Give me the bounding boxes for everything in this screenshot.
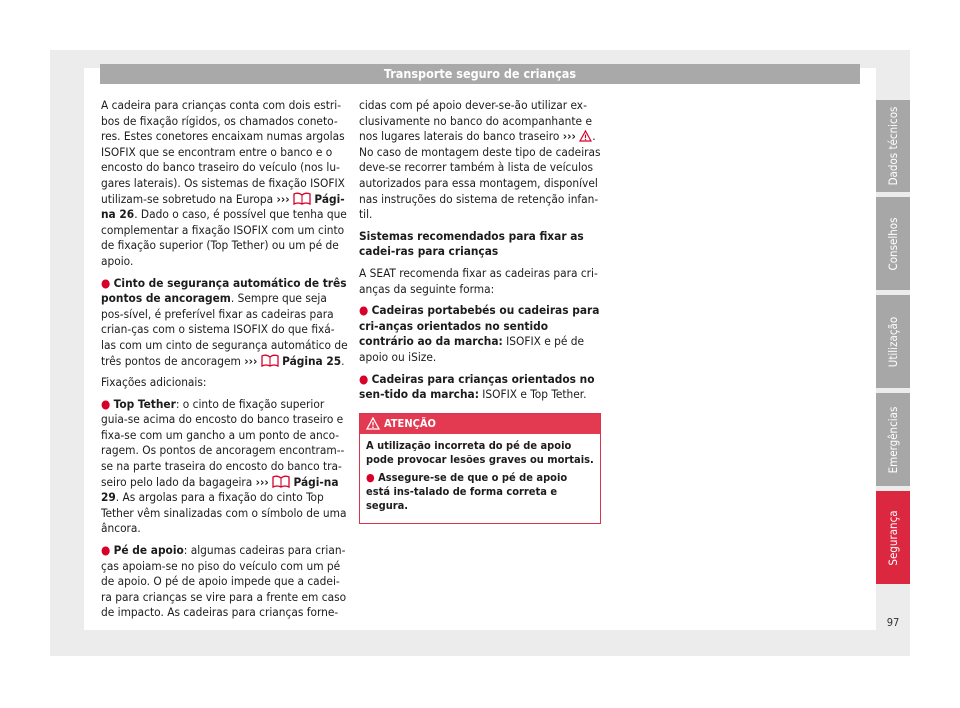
term-bold: Top Tether [113,396,176,411]
paragraph-pe-apoio [359,98,601,223]
bullet-icon: ● [366,470,375,484]
page-reference-link[interactable]: Página 25 [282,353,342,368]
bullet-icon: ● [101,543,111,558]
book-icon [293,192,311,205]
tab-label: Utilização [886,316,900,367]
term-bold: Cadeiras portabebés ou cadeiras para cri-anças orientados no sentido contrário ao da marcha: [359,303,600,349]
list-item-text: ISOFIX e Top Tether. [478,387,587,402]
list-item [359,372,601,403]
list-item-text: ISOFIX e pé de apoio ou iSize. [359,334,585,364]
text-column-left [101,98,348,627]
warning-bullet-text: Assegure-se de que o pé de apoio está ins-talado de forma correta e segura. [366,470,568,513]
text-column-right [359,98,601,524]
list-item-text: . [341,353,345,368]
term-bold: Pé de apoio [113,543,184,558]
warning-text: A utilização incorreta do pé de apoio pode provocar lesões graves ou mortais. [366,438,594,467]
list-item [101,543,348,621]
section-heading-text: Sistemas recomendados para fixar as cadei-ras para crianças [359,228,584,259]
list-item [359,303,601,365]
reference-arrow: ››› [244,353,258,368]
tab-dados-tecnicos[interactable] [876,100,910,192]
tab-label: Dados técnicos [886,106,900,186]
list-item-text: : algumas cadeiras para crian-ças apoiam-se no piso do veículo com um pé de apoio. O pé de apoio impede que a cadei-ra para crianças se vire para a frente em caso de impacto. As cadeiras para crianças forne- [101,543,347,620]
tab-emergencias[interactable] [876,393,910,486]
list-item [101,397,348,537]
term-bold: Cinto de segurança automático de três pontos de ancoragem [101,275,347,306]
page-number: 97 [886,616,900,629]
warning-triangle-icon [366,417,380,430]
paragraph-text: A cadeira para crianças conta com dois estri-bos de fixação rígidos, os chamados coneto-res. Estes conetores encaixam numas argolas ISOFIX que se encontram entre o banco e o encosto do banco traseiro do veículo (nos lu-gares laterais). Os sistemas de fixação ISOFIX utilizam-se sobretudo na Europa [101,98,345,206]
bullet-icon: ● [101,275,111,290]
list-item-text: . Sempre que seja pos-sível, é preferível fixar as cadeiras para crian-ças com o sistema ISOFIX do que fixá-las com um cinto de segurança automático de três pontos de ancoragem [101,291,348,368]
page-title: Transporte seguro de crianças [100,64,860,84]
paragraph-text: cidas com pé apoio dever-se-ão utilizar ex-clusivamente no banco do acompanhante e nos lugares laterais do banco traseiro [359,98,592,144]
term-bold: Cadeiras para crianças orientados no sen-tido da marcha: [359,371,595,402]
paragraph-recommendation: A SEAT recomenda fixar as cadeiras para cri-anças da seguinte forma: [359,265,598,296]
list-item-text: : o cinto de fixação superior guia-se acima do encosto do banco traseiro e fixa-se com um gancho a um ponto de anco-ragem. Os pontos de ancoragem encontram--se na parte traseira do encosto do banco tra-seiro pelo lado da bagageira [101,396,345,489]
paragraph-text: . No caso de montagem deste tipo de cadeiras deve-se recorrer também à lista de veículos autorizados para essa montagem, disponível nas instruções do sistema de retenção infan-til. [359,129,601,222]
reference-arrow: ››› [562,129,576,144]
warning-triangle-icon[interactable] [579,130,592,142]
list-item-text: . As argolas para a fixação do cinto Top Tether vêm sinalizadas com o símbolo de uma âncora. [101,490,347,536]
bullet-icon: ● [359,371,369,386]
reference-arrow: ››› [255,474,269,489]
tab-conselhos[interactable] [876,197,910,290]
bullet-icon: ● [359,303,369,318]
warning-title: ATENÇÃO [384,416,436,430]
page-reference-link[interactable]: Pági-na 26 [101,191,345,222]
book-icon [272,475,290,488]
bullet-icon: ● [101,396,111,411]
warning-header [360,414,600,434]
tab-utilizacao[interactable] [876,295,910,388]
warning-body [360,434,600,523]
warning-box [359,413,601,524]
paragraph-text: . Dado o caso, é possível que tenha que complementar a fixação ISOFIX com um cinto de fixação superior (Top Tether) ou um pé de apoio. [101,207,347,268]
warning-bullet [366,471,594,514]
tab-seguranca[interactable] [876,491,910,584]
reference-arrow: ››› [276,191,290,206]
paragraph-fixacoes: Fixações adicionais: [101,375,207,390]
tab-label: Conselhos [886,216,900,271]
tab-label: Emergências [886,406,900,473]
book-icon [261,354,279,367]
section-heading [359,229,601,260]
paragraph-isofix [101,98,348,270]
list-item [101,276,348,370]
page-reference-link[interactable]: Pági-na 29 [101,474,339,505]
tab-label: Segurança [886,509,900,566]
